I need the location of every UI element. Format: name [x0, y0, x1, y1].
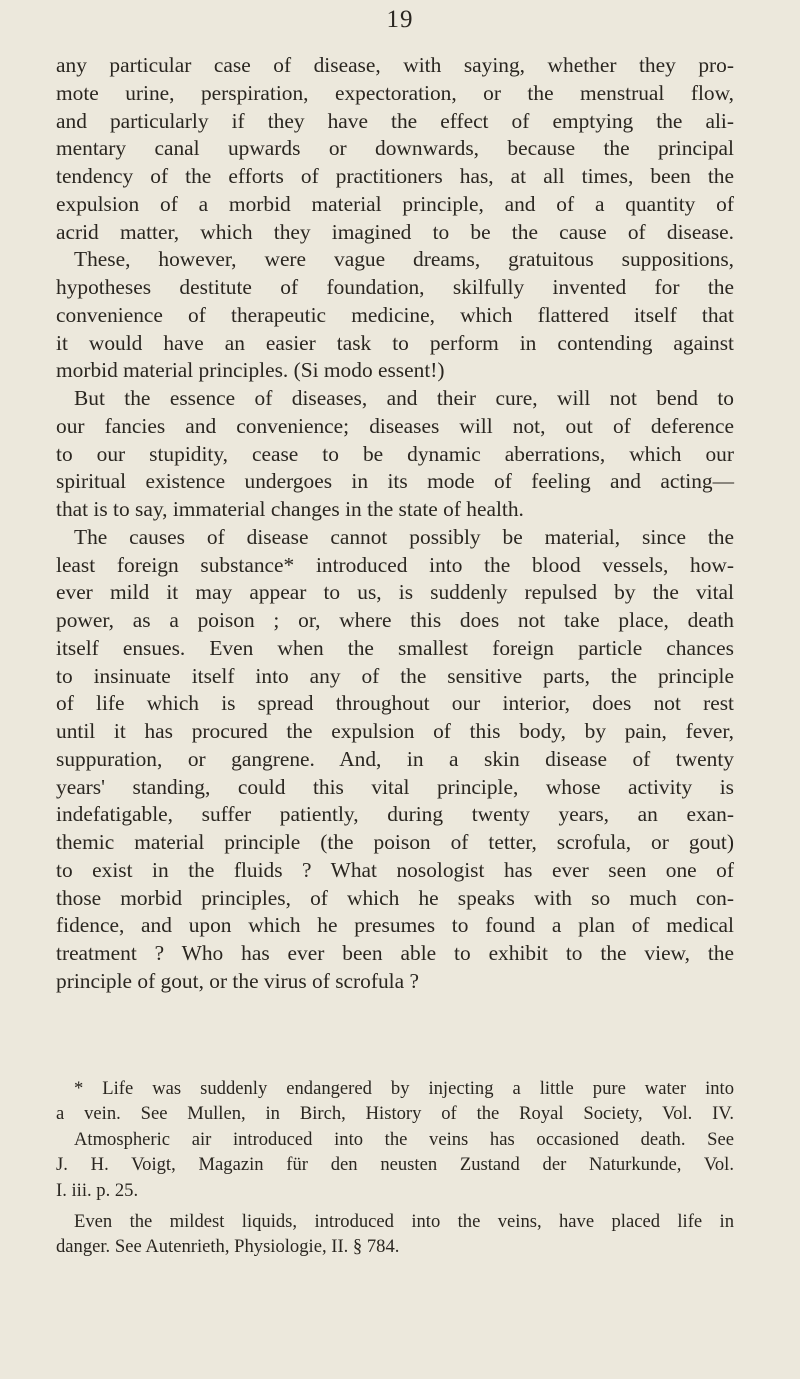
- text-line: our fancies and convenience; diseases will not, out of deference: [56, 413, 734, 438]
- footnote-line: a vein. See Mullen, in Birch, History of the Royal Society, Vol. IV.: [56, 1103, 734, 1125]
- text-line: those morbid principles, of which he speaks with so much con-: [56, 885, 734, 910]
- text-line: to our stupidity, cease to be dynamic aberrations, which our: [56, 441, 734, 466]
- footnote-line: Even the mildest liquids, introduced into the veins, have placed life in: [74, 1210, 734, 1232]
- footnote-line: I. iii. p. 25.: [56, 1179, 139, 1201]
- text-line: acrid matter, which they imagined to be the cause of disease.: [56, 219, 734, 244]
- text-line: spiritual existence undergoes in its mode of feeling and acting—: [56, 469, 734, 494]
- text-line: The causes of disease cannot possibly be material, since the: [74, 524, 734, 549]
- text-line: treatment ? Who has ever been able to exhibit to the view, the: [56, 941, 734, 965]
- text-line: mentary canal upwards or downwards, because the principal: [56, 136, 734, 161]
- footnote-line: * Life was suddenly endangered by injecting a little pure water into: [74, 1078, 734, 1099]
- text-line: any particular case of disease, with saying, whether they pro-: [56, 53, 734, 77]
- text-line: But the essence of diseases, and their cure, will not bend to: [74, 386, 734, 410]
- page-number: 19: [386, 6, 414, 33]
- text-line: themic material principle (the poison of tetter, scrofula, or gout): [56, 830, 734, 854]
- text-line: suppuration, or gangrene. And, in a skin disease of twenty: [56, 746, 734, 771]
- text-line: it would have an easier task to perform in contending against: [56, 330, 734, 355]
- text-line: mote urine, perspiration, expectoration, or the menstrual flow,: [56, 80, 734, 105]
- text-line: power, as a poison ; or, where this does not take place, death: [56, 608, 734, 632]
- footnote-line: danger. See Autenrieth, Physiologie, II. § 784.: [56, 1236, 400, 1258]
- text-line: to insinuate itself into any of the sensitive parts, the principle: [56, 663, 734, 688]
- text-line: least foreign substance* introduced into the blood vessels, how-: [56, 552, 734, 577]
- footnotes: [56, 1076, 734, 1260]
- text-line: convenience of therapeutic medicine, which flattered itself that: [56, 302, 734, 327]
- footnote-line: J. H. Voigt, Magazin für den neusten Zustand der Naturkunde, Vol.: [56, 1154, 734, 1176]
- text-line: hypotheses destitute of foundation, skilfully invented for the: [56, 275, 734, 299]
- text-line: years' standing, could this vital principle, whose activity is: [56, 774, 734, 799]
- text-line: and particularly if they have the effect of emptying the ali-: [56, 108, 734, 133]
- text-line: tendency of the efforts of practitioners has, at all times, been the: [56, 164, 734, 188]
- text-line: indefatigable, suffer patiently, during twenty years, an exan-: [56, 802, 734, 827]
- text-line: to exist in the fluids ? What nosologist has ever seen one of: [56, 857, 734, 882]
- body-text: [56, 52, 734, 996]
- text-line: ever mild it may appear to us, is suddenly repulsed by the vital: [56, 580, 734, 605]
- text-line: until it has procured the expulsion of this body, by pain, fever,: [56, 719, 734, 743]
- text-line: that is to say, immaterial changes in the state of health.: [56, 497, 524, 521]
- text-line: morbid material principles. (Si modo essent!): [56, 358, 445, 383]
- footnote-line: Atmospheric air introduced into the veins has occasioned death. See: [74, 1128, 734, 1150]
- text-line: These, however, were vague dreams, gratuitous suppositions,: [74, 247, 734, 272]
- text-line: itself ensues. Even when the smallest foreign particle chances: [56, 635, 734, 660]
- text-line: fidence, and upon which he presumes to found a plan of medical: [56, 913, 734, 938]
- text-line: of life which is spread throughout our interior, does not rest: [56, 691, 734, 716]
- text-line: principle of gout, or the virus of scrofula ?: [56, 968, 419, 993]
- text-line: expulsion of a morbid material principle, and of a quantity of: [56, 191, 734, 216]
